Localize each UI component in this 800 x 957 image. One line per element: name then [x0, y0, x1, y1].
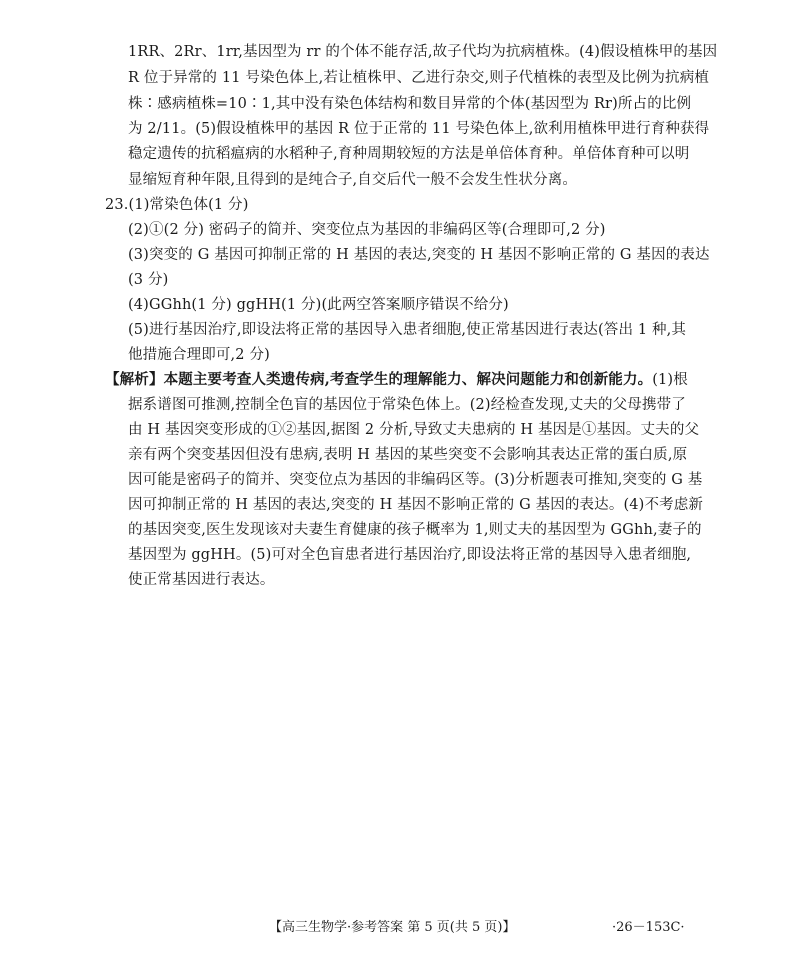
q23-answer-4: (4)GGhh(1 分) ggHH(1 分)(此两空答案顺序错误不给分)	[128, 297, 509, 313]
q23-answer-3-line-1: (3)突变的 G 基因可抑制正常的 H 基因的表达,突变的 H 基因不影响正常的 G 基因的表达	[128, 247, 710, 263]
analysis-line-7: 的基因突变,医生发现该对夫妻生育健康的孩子概率为 1,则丈夫的基因型为 GGhh,妻子的	[128, 522, 702, 538]
analysis-line-4: 亲有两个突变基因但没有患病,表明 H 基因的某些突变不会影响其表达正常的蛋白质,原	[128, 447, 688, 463]
analysis-line-3: 由 H 基因突变形成的①②基因,据图 2 分析,导致丈夫患病的 H 基因是①基因。丈夫的父	[128, 422, 700, 438]
analysis-line-1-rest: (1)根	[652, 372, 688, 388]
analysis-line-6: 因可抑制正常的 H 基因的表达,突变的 H 基因不影响正常的 G 基因的表达。(4)不考虑新	[128, 497, 704, 513]
analysis-line-2: 据系谱图可推测,控制全色盲的基因位于常染色体上。(2)经检查发现,丈夫的父母携带了	[128, 397, 686, 413]
q23-answer-3-line-2: (3 分)	[128, 272, 169, 288]
prev-line-3: 株∶感病植株=10∶1,其中没有染色体结构和数目异常的个体(基因型为 Rr)所占的比例	[128, 96, 692, 112]
analysis-label: 【解析】本题主要考查人类遗传病,考查学生的理解能力、解决问题能力和创新能力。	[105, 371, 653, 388]
q23-answer-5-line-2: 他措施合理即可,2 分)	[128, 347, 270, 363]
analysis-line-1	[105, 370, 688, 390]
prev-line-1: 1RR、2Rr、1rr,基因型为 rr 的个体不能存活,故子代均为抗病植株。(4)假设植株甲的基因	[128, 44, 718, 60]
prev-line-5: 稳定遗传的抗稻瘟病的水稻种子,育种周期较短的方法是单倍体育种。单倍体育种可以明	[128, 146, 690, 162]
footer-page-info: 【高三生物学·参考答案 第 5 页(共 5 页)】	[269, 920, 516, 935]
analysis-line-9: 使正常基因进行表达。	[128, 572, 275, 588]
q23-answer-2: (2)①(2 分) 密码子的简并、突变位点为基因的非编码区等(合理即可,2 分)	[128, 222, 606, 238]
q23-answer-1: 23.(1)常染色体(1 分)	[105, 197, 249, 213]
prev-line-4: 为 2/11。(5)假设植株甲的基因 R 位于正常的 11 号染色体上,欲利用植株甲进行育种获得	[128, 121, 710, 137]
footer-exam-code: ·26－153C·	[612, 920, 685, 935]
analysis-line-5: 因可能是密码子的简并、突变位点为基因的非编码区等。(3)分析题表可推知,突变的 G 基	[128, 472, 703, 488]
analysis-line-8: 基因型为 ggHH。(5)可对全色盲患者进行基因治疗,即设法将正常的基因导入患者细胞,	[128, 547, 692, 563]
prev-line-2: R 位于异常的 11 号染色体上,若让植株甲、乙进行杂交,则子代植株的表型及比例为抗病植	[128, 70, 710, 86]
prev-line-6: 显缩短育种年限,且得到的是纯合子,自交后代一般不会发生性状分离。	[128, 172, 578, 188]
q23-answer-5-line-1: (5)进行基因治疗,即设法将正常的基因导入患者细胞,使正常基因进行表达(答出 1 种,其	[128, 322, 687, 338]
